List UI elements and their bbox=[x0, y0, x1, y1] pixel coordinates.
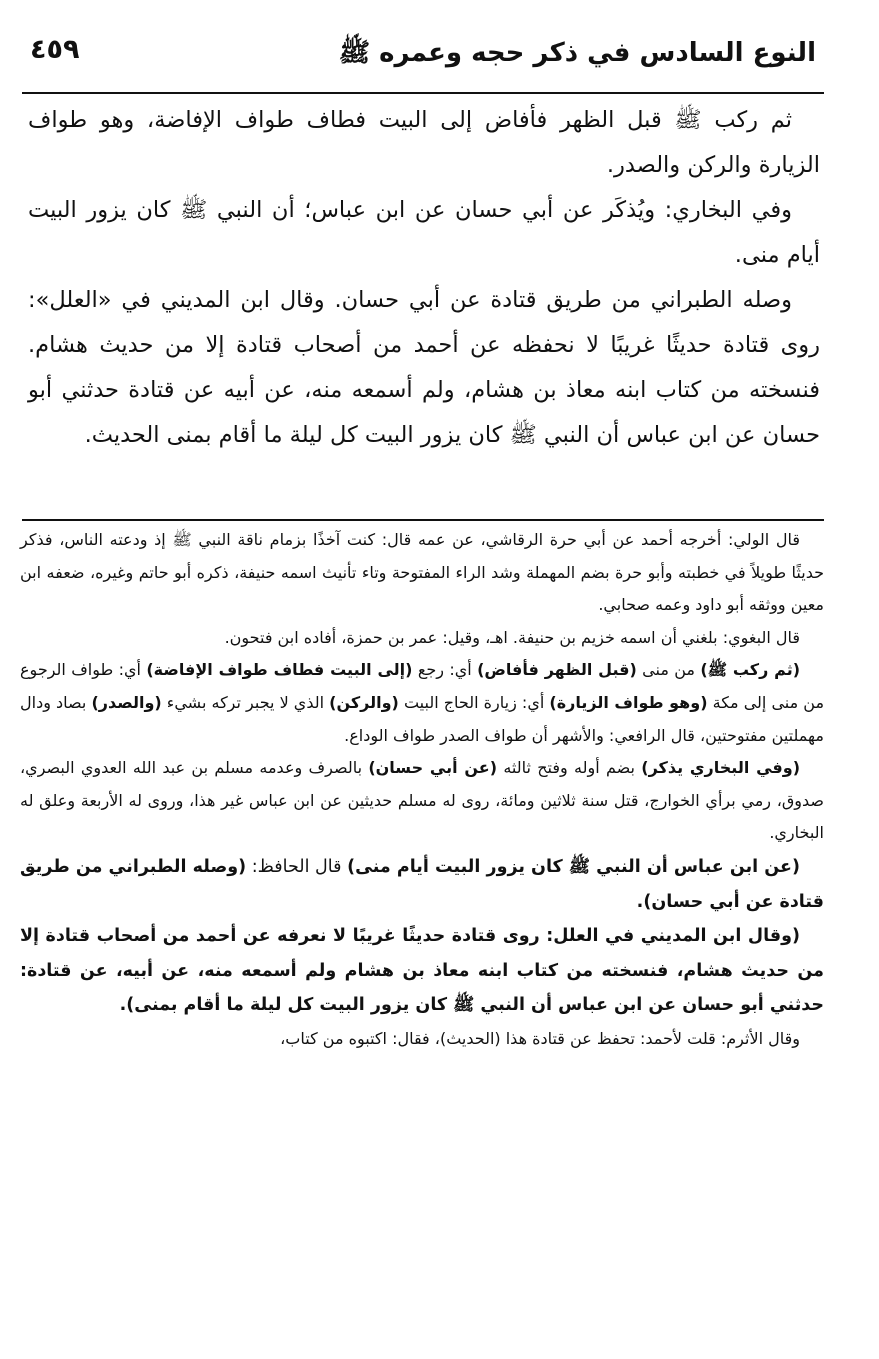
running-title: النوع السادس في ذكر حجه وعمره ﷺ bbox=[338, 38, 816, 68]
note-paragraph: قال الولي: أخرجه أحمد عن أبي حرة الرقاشي، عن عمه قال: كنت آخذًا بزمام ناقة النبي ﷺ إذ ودعته الناس، فذكر حديثًا طويلاً في خطبته وأبو حرة بضم المهملة وشد الراء المفتوحة وتاء تأنيث اسمه حنيفة، ذكره أبو حاتم وغيره، ضعفه ابن معين ووثقه أبو داود وعمه صحابي. bbox=[20, 530, 824, 615]
note-text: بالصرف وعدمه مسلم بن عبد الله العدوي البصري، صدوق، رمي برأي الخوارج، قتل سنة ثلاثين ومائة، روى له مسلم حديثين عن ابن عباس غير هذا، وروى له الأربعة وعلق له البخاري. bbox=[20, 758, 824, 843]
footnote-divider bbox=[22, 519, 824, 521]
quoted-matn: (ثم ركب ﷺ) bbox=[700, 660, 801, 680]
quoted-matn: (عن ابن عباس أن النبي ﷺ كان يزور البيت أيام منى) bbox=[347, 856, 800, 877]
note-paragraph: (وقال ابن المديني في العلل: روى قتادة حديثًا غريبًا لا نعرفه عن أحمد من أصحاب قتادة إلا من حديث هشام، فنسخته من كتاب ابنه معاذ بن هشام ولم أسمعه منه، عن أبيه، عن قتادة: حدثني أبو حسان عن ابن عباس أن النبي ﷺ كان يزور البيت كل ليلة ما أقام بمنى). bbox=[20, 926, 824, 1016]
quoted-matn: (وهو طواف الزيارة) bbox=[549, 692, 708, 712]
commentary bbox=[20, 524, 824, 1056]
note-paragraph: وقال الأثرم: قلت لأحمد: تحفظ عن قتادة هذا (الحديث)، فقال: اكتبوه من كتاب، bbox=[280, 1028, 800, 1048]
note-text: الذي لا يجبر تركه بشيء bbox=[161, 692, 330, 712]
page-number: ٤٥٩ bbox=[30, 34, 80, 65]
note-paragraph bbox=[20, 850, 824, 919]
note-paragraph bbox=[20, 752, 824, 850]
quoted-matn: (والركن) bbox=[329, 692, 399, 712]
note-text: بضم أوله وفتح ثالثه bbox=[497, 758, 642, 778]
note-text: أي: رجع bbox=[412, 660, 478, 680]
main-text bbox=[28, 98, 820, 458]
main-paragraph: وصله الطبراني من طريق قتادة عن أبي حسان. وقال ابن المديني في «العلل»: روى قتادة حديثًا غريبًا لا نحفظه عن أحمد من أصحاب قتادة إلا من حديث هشام. فنسخته من كتاب ابنه معاذ بن هشام، ولم أسمعه منه، عن أبيه عن قتادة حدثني أبو حسان عن ابن عباس أن النبي ﷺ كان يزور البيت كل ليلة ما أقام بمنى الحديث. bbox=[28, 287, 820, 448]
main-paragraph: وفي البخاري: ويُذكَر عن أبي حسان عن ابن عباس؛ أن النبي ﷺ كان يزور البيت أيام منى. bbox=[28, 197, 820, 268]
note-text: أي: طواف الرجوع من منى إلى مكة bbox=[20, 660, 825, 712]
quoted-matn: (عن أبي حسان) bbox=[368, 758, 498, 778]
main-paragraph: ثم ركب ﷺ قبل الظهر فأفاض إلى البيت فطاف طواف الإفاضة، وهو طواف الزيارة والركن والصدر. bbox=[28, 107, 820, 178]
quoted-matn: (وفي البخاري يذكر) bbox=[641, 758, 801, 778]
note-paragraph: قال البغوي: بلغني أن اسمه خزيم بن حنيفة. اهـ، وقيل: عمر بن حمزة، أفاده ابن فتحون. bbox=[224, 627, 800, 647]
note-text: من منى bbox=[636, 660, 701, 680]
quoted-matn: (إلى البيت فطاف طواف الإفاضة) bbox=[146, 660, 413, 680]
page-header bbox=[22, 30, 824, 94]
note-text: أي: زيارة الحاج البيت bbox=[398, 692, 550, 712]
note-text: قال الحافظ: bbox=[246, 856, 348, 877]
quoted-matn: (والصدر) bbox=[91, 692, 162, 712]
quoted-matn: (وصله الطبراني من طريق قتادة عن أبي حسان). bbox=[20, 856, 824, 912]
quoted-matn: (قبل الظهر فأفاض) bbox=[477, 660, 637, 680]
note-text: بصاد ودال مهملتين مفتوحتين، قال الرافعي: والأشهر أن طواف الصدر طواف الوداع. bbox=[20, 692, 824, 745]
note-paragraph bbox=[20, 654, 824, 752]
